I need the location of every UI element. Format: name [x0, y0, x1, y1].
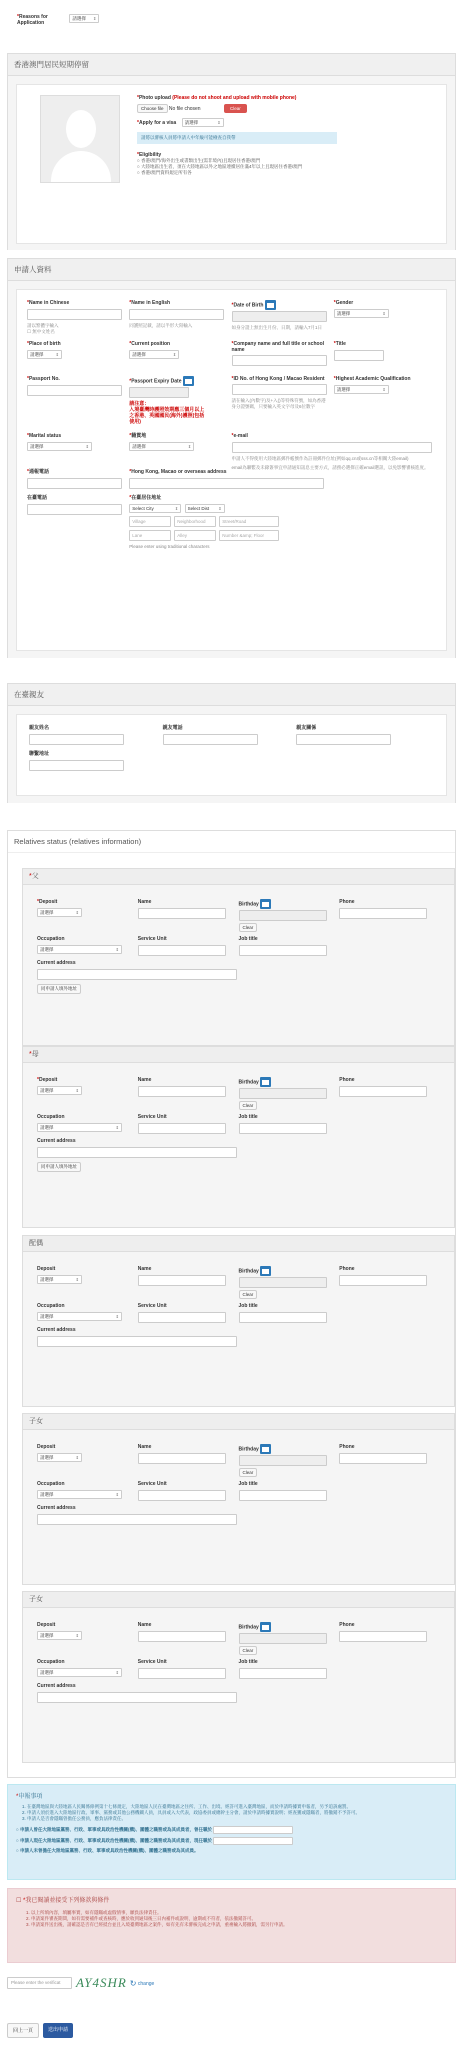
dob-input[interactable]: [232, 311, 327, 322]
hk-section: [7, 53, 456, 250]
phone-label: Phone: [339, 1622, 355, 1628]
edu-label: Highest Academic Qualification: [335, 376, 411, 382]
relative-name-label: 親友姓名: [29, 725, 50, 731]
company-input[interactable]: [232, 355, 327, 366]
name-en-input[interactable]: [129, 309, 224, 320]
choose-file-button[interactable]: Choose file: [137, 104, 168, 113]
deposit-label: Deposit: [37, 1444, 56, 1450]
job-title-label: Job title: [238, 1303, 258, 1309]
tel-input[interactable]: [27, 478, 122, 489]
clear-birthday-button[interactable]: Clear: [239, 1468, 258, 1477]
service-unit-label: Service Unit: [137, 1481, 167, 1487]
name-input[interactable]: [138, 1453, 226, 1464]
form-actions: [7, 2023, 73, 2038]
job-title-label: Job title: [238, 1481, 258, 1487]
phone-input[interactable]: [339, 1631, 427, 1642]
calendar-icon[interactable]: [260, 1077, 271, 1087]
reasons-label: *Reasons for Application: [17, 14, 48, 26]
relative-relation-input[interactable]: [296, 734, 391, 745]
dob-note: 如身分證上無出生月份、日期，請輸入7月1日: [231, 325, 323, 330]
phone-label: Phone: [339, 1444, 355, 1450]
neighborhood-input[interactable]: Neighborhood: [174, 516, 216, 527]
no-file-text: No file chosen: [168, 106, 201, 112]
relative-address-input[interactable]: [29, 760, 124, 771]
job-title-label: Job title: [238, 1114, 258, 1120]
passport-expiry-label: Passport Expiry Date: [131, 378, 182, 385]
clear-photo-button[interactable]: Clear: [224, 104, 247, 113]
clear-birthday-button[interactable]: Clear: [239, 1101, 258, 1110]
current-address-label: Current address: [37, 1505, 76, 1511]
village-input[interactable]: Village: [129, 516, 171, 527]
service-unit-input[interactable]: [138, 1668, 226, 1679]
relative-block: [22, 1591, 455, 1763]
service-unit-label: Service Unit: [137, 1114, 167, 1120]
tw-address-label: 在臺居住地址: [131, 495, 162, 501]
id-no-label: ID No. of Hong Kong / Macao Resident: [233, 376, 325, 382]
relative-relation-label: 親友關係: [296, 725, 317, 731]
phone-label: Phone: [339, 1077, 355, 1083]
job-title-label: Job title: [238, 1659, 258, 1665]
occupation-label: Occupation: [37, 1114, 65, 1120]
occupation-label: Occupation: [37, 1481, 65, 1487]
birthday-input[interactable]: [239, 1088, 327, 1099]
service-unit-input[interactable]: [138, 945, 226, 956]
phone-input[interactable]: [339, 1275, 427, 1286]
job-title-input[interactable]: [239, 1312, 327, 1323]
current-position-label: Current position: [131, 341, 171, 347]
same-address-button[interactable]: 同申請人填外地址: [37, 984, 81, 994]
alley-input[interactable]: Alley: [174, 530, 216, 541]
calendar-icon[interactable]: [265, 300, 276, 310]
name-label: Name: [137, 899, 152, 905]
service-unit-label: Service Unit: [137, 936, 167, 942]
notice-item: 2. 申請人須於進入大陸地區行政、軍事、黨務或其他公務機關人員，具員或入大代表，政協委員或總幹主分會，請於申請時據實說明；經查獲或隱瞞者，將撤銷不予許可。: [22, 1810, 361, 1815]
notice-item: 3. 申請人是否會隱瞞曾擔任公務員，應負法律責任。: [22, 1816, 127, 1821]
name-input[interactable]: [138, 1275, 226, 1286]
same-address-button[interactable]: 同申請人填外地址: [37, 1162, 81, 1172]
service-unit-label: Service Unit: [137, 1659, 167, 1665]
clear-birthday-button[interactable]: Clear: [239, 923, 258, 932]
birthday-input[interactable]: [239, 1633, 327, 1644]
visa-select[interactable]: 請選擇 ⇕: [182, 118, 224, 127]
phone-input[interactable]: [339, 1086, 427, 1097]
name-cn-input[interactable]: [27, 309, 122, 320]
company-label: Company name and full title or school name: [231, 341, 325, 353]
current-address-input[interactable]: [37, 1514, 237, 1525]
relative-block-title: 子女: [23, 1592, 454, 1608]
tel-label: 通報電話: [28, 469, 49, 475]
current-address-input[interactable]: [37, 969, 237, 980]
street-input[interactable]: Street/Road: [219, 516, 279, 527]
birthday-input[interactable]: [239, 910, 327, 921]
service-unit-input[interactable]: [138, 1123, 226, 1134]
occupation-select[interactable]: 請選擇 ⇕: [37, 1490, 122, 1499]
clear-birthday-button[interactable]: Clear: [239, 1290, 258, 1299]
refresh-icon: ↻: [129, 1978, 137, 1988]
traditional-note: Please enter using traditional characters: [129, 544, 210, 549]
birthday-label: Birthday: [238, 1446, 259, 1453]
birthday-label: Birthday: [238, 1268, 259, 1275]
deposit-label: Deposit: [38, 899, 58, 905]
name-en-note: 同護照記載，請以半形大寫輸入: [129, 323, 193, 328]
relative-address-label: 聯繫地址: [29, 751, 50, 757]
occupation-select[interactable]: 請選擇 ⇕: [37, 1123, 122, 1132]
email-note: 申請人不得使用大陸地區郵件帳號作為註冊郵件位址(例如qq.cn或sss.cn等相關大陸email): [231, 456, 409, 461]
address-label: Hong Kong, Macao or overseas address: [131, 469, 227, 475]
pob-select[interactable]: 請選擇 ⇕: [27, 350, 62, 359]
relative-block: *父 *Deposit 請選擇 ⇕ Name Birthday Clear Phone Occupation 請選擇 ⇕ Service Unit Job title Current address 同申請人填外地址: [22, 868, 455, 1046]
passport-input[interactable]: [27, 385, 122, 396]
relative-tel-input[interactable]: [163, 734, 258, 745]
occupation-select[interactable]: 請選擇 ⇕: [37, 1668, 122, 1677]
deposit-select[interactable]: 請選擇 ⇕: [37, 1631, 82, 1640]
passport-expiry-note: 請注意： 入境臺灣時護照效期應三個月以上 之香港、英國國民(海外)護照(包括 使用): [129, 401, 205, 425]
notice-option-2[interactable]: ○ 申請人現任大陸地區黨務、行政、軍事或具政治性機關(構)、團體之職務或為其成員者，現任職於: [16, 1837, 447, 1845]
birthday-label: Birthday: [238, 901, 259, 908]
birthday-input[interactable]: [239, 1455, 327, 1466]
no-cn-name-checkbox[interactable]: ☐ 無中文姓名: [27, 329, 55, 334]
gender-select[interactable]: 請選擇 ⇕: [334, 309, 389, 318]
submit-button[interactable]: 送出申請: [43, 2023, 73, 2038]
gender-label: Gender: [335, 300, 354, 306]
reasons-row: [17, 14, 137, 26]
current-address-label: Current address: [37, 960, 76, 966]
current-position-select[interactable]: 請選擇 ⇕: [129, 350, 179, 359]
relatives-section: [7, 830, 456, 1778]
marital-label: Marital status: [28, 433, 62, 439]
job-title-input[interactable]: [239, 945, 327, 956]
current-address-input[interactable]: [37, 1336, 237, 1347]
clear-birthday-button[interactable]: Clear: [239, 1646, 258, 1655]
deposit-select[interactable]: 請選擇 ⇕: [37, 1453, 82, 1462]
birthday-label: Birthday: [238, 1079, 259, 1086]
applicant-section: 申請人資料 *Name in Chinese 請以繁體字輸入 ☐ 無中文姓名 *Name in English 同護照記載，請以半形大寫輸入 *Date of Birth 如身分證上無出生月份、日期，請輸入7月1日 *Gender 請選擇 ⇕ *Place of birth 請選擇 ⇕ *Current position 請選擇 ⇕ *Company name and full title or school name *Title *Passport No. *Passport Expiry Date 請注意： 入境臺灣時護照效期應三個月以上 之香港、英國國民(海外)護照(包括 使用) *ID No. of Hong Kong / Macao Resident 請在輸入(內數字)及+入()等特殊符號，如為香港身分證號碼，只要輸入英文字母及6位數字 *Highest Academic Qualification 請選擇 ⇕ *Marital status 請選擇 ⇕ *籍貫地 請選擇 ⇕ *e-mail 申請人不得使用大陸地區郵件帳號作為註冊郵件位址(例如qq.cn或sss.cn等相關大陸email) email為聯繫及未錄簽事宜申請通知訊息主要方式，請務必選擇正確email選訊，以免影響審核進度。 *通報電話 *Hong Kong, Macao or overseas address 在臺電話 *在臺居住地址 Select City ⇕ Select Dist ⇕ Village Neighborhood Street/Road Lane Alley Number &amp; Floor Please enter using traditional characters: [7, 258, 456, 658]
service-unit-input[interactable]: [138, 1312, 226, 1323]
lane-input[interactable]: Lane: [129, 530, 171, 541]
email-input[interactable]: [232, 442, 432, 453]
calendar-icon[interactable]: [260, 1622, 271, 1632]
id-no-input[interactable]: [232, 384, 327, 395]
name-label: Name: [137, 1077, 152, 1083]
title-input[interactable]: [334, 350, 384, 361]
phone-label: Phone: [339, 899, 355, 905]
name-en-label: Name in English: [131, 300, 171, 306]
relative-block: [22, 1235, 455, 1407]
pob-label: Place of birth: [28, 341, 61, 347]
name-cn-note: 請以繁體字輸入: [27, 323, 59, 328]
eligibility-item: ○ 香港/澳門/海外出生或書類出生(需非境內)且現居住香港/澳門: [137, 158, 261, 163]
edu-select[interactable]: 請選擇 ⇕: [334, 385, 389, 394]
notice-option-3[interactable]: ○ 申請人未曾擔任大陸地區黨務、行政、軍事或具政治性機關(構)、團體之職務或為其成員。: [16, 1848, 199, 1853]
service-unit-input[interactable]: [138, 1490, 226, 1501]
photo-upload-label: *Photo upload (Please do not shoot and upload with mobile phone): [137, 95, 297, 101]
current-address-label: Current address: [37, 1327, 76, 1333]
calendar-icon[interactable]: [260, 1444, 271, 1454]
deposit-select[interactable]: 請選擇 ⇕: [37, 908, 82, 917]
agree-item: 3. 申請案件送出後，請確認是否有已經抵台並且入境臺灣地區之案件，如有先有未審核完成之申請，重複輸入將撤銷，需另行申請。: [26, 1922, 288, 1927]
deposit-select[interactable]: 請選擇 ⇕: [37, 1275, 82, 1284]
tw-relatives-title: 在臺親友: [8, 684, 455, 706]
agree-item: 2. 申請案件審查期間，如有需要補件或查核時，應於收到通知後三日內補件或說明，逾期或不符者，依法撤銷許可。: [26, 1916, 257, 1921]
number-floor-input[interactable]: Number &amp; Floor: [219, 530, 279, 541]
relative-tel-label: 親友電話: [162, 725, 183, 731]
relative-block-title: *父: [23, 869, 454, 885]
passport-expiry-input[interactable]: [129, 387, 189, 398]
service-unit-label: Service Unit: [137, 1303, 167, 1309]
calendar-icon[interactable]: [260, 1266, 271, 1276]
relative-block-title: 子女: [23, 1414, 454, 1430]
deposit-label: Deposit: [37, 1266, 56, 1272]
name-label: Name: [137, 1266, 152, 1272]
captcha-change-link[interactable]: ↻ change: [129, 1978, 155, 1988]
calendar-icon[interactable]: [183, 376, 194, 386]
eligibility-item: ○ 香港/澳門資料規定所有各: [137, 170, 192, 175]
name-input[interactable]: [138, 1631, 226, 1642]
agree-item: 1. 以上所填內容，填屬事實，如有隱瞞或虛假情事，願負法律責任。: [26, 1910, 162, 1915]
relative-block-title: *母: [23, 1047, 454, 1063]
dest-label: 籍貫地: [131, 433, 147, 439]
notice-option-1[interactable]: ○ 申請人曾任大陸地區黨務、行政、軍事或具政治性機關(構)、團體之職務或為其成員者，曾任職於: [16, 1826, 447, 1834]
relative-name-input[interactable]: [29, 734, 124, 745]
birthday-input[interactable]: [239, 1277, 327, 1288]
agree-checkbox[interactable]: ☐ *我已閱讀並接受下列條款與條件: [16, 1898, 110, 1904]
captcha-row: [7, 1975, 154, 1991]
current-address-input[interactable]: [37, 1692, 237, 1703]
occupation-label: Occupation: [37, 936, 65, 942]
id-no-note: 請在輸入(內數字)及+入()等特殊符號，如為香港身分證號碼，只要輸入英文字母及6位數字: [231, 398, 326, 409]
dob-label: Date of Birth: [233, 302, 264, 309]
district-select[interactable]: Select Dist ⇕: [185, 504, 225, 513]
email-note: email為聯繫及未錄簽事宜申請通知訊息主要方式，請務必選擇正確email選訊，以免影響審核進度。: [231, 465, 429, 470]
notice-panel: [7, 1784, 456, 1880]
name-input[interactable]: [138, 1086, 226, 1097]
name-label: Name: [137, 1444, 152, 1450]
calendar-icon[interactable]: [260, 899, 271, 909]
address-input[interactable]: [129, 478, 324, 489]
reasons-select[interactable]: 請選擇 ⇕: [69, 14, 99, 23]
job-title-input[interactable]: [239, 1490, 327, 1501]
phone-input[interactable]: [339, 1453, 427, 1464]
marital-select[interactable]: 請選擇 ⇕: [27, 442, 92, 451]
visa-note: 請將以審核人員將申請人中年級可能檢查自我帶: [137, 132, 337, 144]
job-title-input[interactable]: [239, 1668, 327, 1679]
prev-page-button[interactable]: 回上一頁: [7, 2023, 39, 2038]
dest-select[interactable]: 請選擇 ⇕: [129, 442, 194, 451]
phone-label: Phone: [339, 1266, 355, 1272]
name-input[interactable]: [138, 908, 226, 919]
visa-label: *Apply for a visa 請選擇 ⇕: [137, 118, 337, 127]
occupation-label: Occupation: [37, 1303, 65, 1309]
job-title-input[interactable]: [239, 1123, 327, 1134]
occupation-select[interactable]: 請選擇 ⇕: [37, 945, 122, 954]
notice-title: *申報事項: [16, 1794, 43, 1800]
agree-panel: [7, 1888, 456, 1963]
eligibility-item: ○ 大陸地區出生者，須在大陸地區以外之地區連續居住滿4年以上且現居住香港/澳門: [137, 164, 303, 169]
name-label: Name: [137, 1622, 152, 1628]
tw-relatives-section: [7, 683, 456, 803]
name-cn-label: Name in Chinese: [28, 300, 70, 306]
hk-section-title: 香港澳門居民短期停留: [8, 54, 455, 76]
applicant-title: 申請人資料: [8, 259, 455, 281]
captcha-input[interactable]: Please enter the verificat: [7, 1977, 72, 1989]
occupation-select[interactable]: 請選擇 ⇕: [37, 1312, 122, 1321]
relative-block: [22, 1413, 455, 1585]
current-address-input[interactable]: [37, 1147, 237, 1158]
job-title-label: Job title: [238, 936, 258, 942]
city-select[interactable]: Select City ⇕: [129, 504, 181, 513]
phone-input[interactable]: [339, 908, 427, 919]
current-address-label: Current address: [37, 1138, 76, 1144]
deposit-select[interactable]: 請選擇 ⇕: [37, 1086, 82, 1095]
passport-label: Passport No.: [28, 376, 60, 382]
title-label: Title: [335, 341, 346, 347]
current-address-label: Current address: [37, 1683, 76, 1689]
notice-item: 1. 在臺灣地區與大陸地區人民關係條例第十七條規定，大陸地區人民在臺灣地區之住所、工作、出境、經許可進入臺灣地區，而於申請時據實申報者，另予追訴處罰。: [22, 1804, 352, 1809]
relative-block: *母 *Deposit 請選擇 ⇕ Name Birthday Clear Phone Occupation 請選擇 ⇕ Service Unit Job title Current address 同申請人填外地址: [22, 1046, 455, 1228]
avatar: [40, 95, 120, 183]
email-label: e-mail: [233, 433, 248, 439]
phone-tw-input[interactable]: [27, 504, 122, 515]
relative-block-title: 配偶: [23, 1236, 454, 1252]
phone-tw-label: 在臺電話: [27, 495, 48, 501]
eligibility-label: *Eligibility: [137, 152, 162, 158]
birthday-label: Birthday: [238, 1624, 259, 1631]
occupation-label: Occupation: [37, 1659, 65, 1665]
deposit-label: Deposit: [37, 1622, 56, 1628]
deposit-label: Deposit: [38, 1077, 58, 1083]
captcha-image: AY4SHR: [76, 1975, 127, 1990]
relatives-title: Relatives status (relatives information): [8, 831, 455, 853]
